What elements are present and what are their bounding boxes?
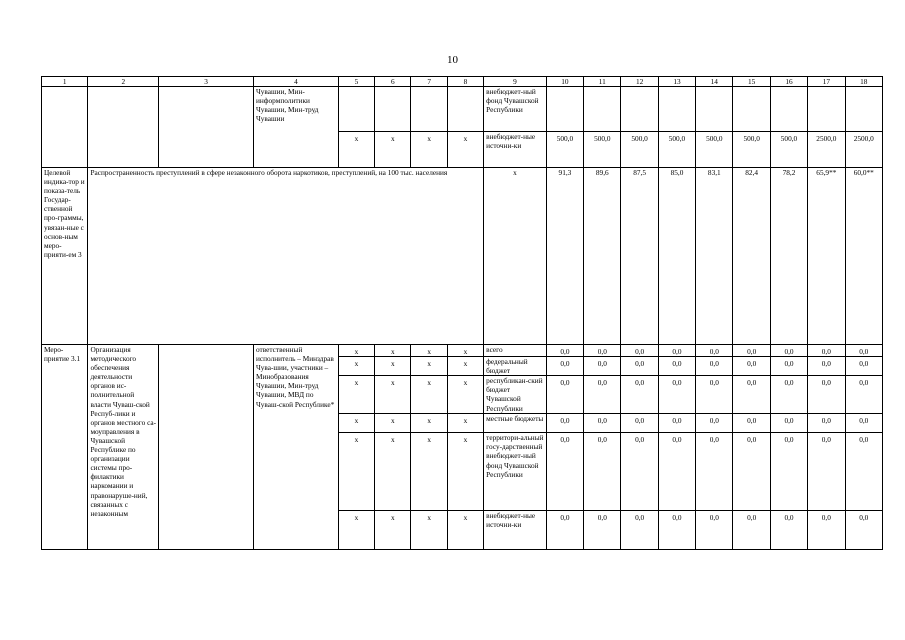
indicator-label: Целевой индика-тор и показа-тель Государ-ственной про-граммы, увязан-ные с основ-ным меро-прияти-ем 3 — [42, 168, 88, 345]
empty-cell — [88, 87, 159, 168]
column-number: 17 — [808, 77, 845, 87]
value-cell: 0,0 — [733, 345, 770, 357]
value-cell: 0,0 — [845, 433, 882, 511]
value-cell: 500,0 — [584, 132, 621, 168]
mark-cell — [447, 87, 483, 132]
value-cell: 500,0 — [658, 132, 695, 168]
mark-cell: x — [411, 511, 447, 550]
column-number: 15 — [733, 77, 770, 87]
value-cell: 0,0 — [808, 433, 845, 511]
column-number: 2 — [88, 77, 159, 87]
value-cell — [621, 87, 658, 132]
mark-cell: x — [375, 433, 411, 511]
value-cell: 0,0 — [770, 414, 807, 433]
value-cell: 0,0 — [584, 511, 621, 550]
activity-description: Организация методического обеспечения деятельности органов ис-полнительной власти Чуваш-ской Респуб-лики и органов местного са-моуправления в Чувашской Республике по организации системы про-филактики наркомании и правонаруше-ний, связанных с незаконным — [88, 345, 159, 550]
value-cell: 0,0 — [658, 433, 695, 511]
value-cell: 0,0 — [845, 414, 882, 433]
table-row — [42, 345, 883, 357]
mark-cell: x — [375, 345, 411, 357]
empty-cell — [159, 87, 254, 168]
value-cell: 0,0 — [770, 376, 807, 414]
column-number: 3 — [159, 77, 254, 87]
value-cell: 0,0 — [621, 357, 658, 376]
mark-cell: x — [338, 357, 374, 376]
mark-cell: x — [338, 511, 374, 550]
value-cell: 2500,0 — [845, 132, 882, 168]
value-cell: 0,0 — [696, 414, 733, 433]
value-cell: 500,0 — [546, 132, 583, 168]
mark-cell: x — [375, 511, 411, 550]
mark-cell: x — [411, 132, 447, 168]
column-number: 1 — [42, 77, 88, 87]
activity-executors: ответственный исполнитель – Минздрав Чува-шии, участники – Минобразования Чувашии, Мин-труд Чувашии, МВД по Чуваш-ской Республике* — [254, 345, 339, 550]
funding-source: внебюджет-ный фонд Чувашской Республики — [484, 87, 547, 132]
mark-cell — [411, 87, 447, 132]
value-cell: 0,0 — [584, 433, 621, 511]
value-cell: 0,0 — [658, 414, 695, 433]
indicator-mark: x — [484, 168, 547, 345]
mark-cell: x — [447, 376, 483, 414]
value-cell — [696, 87, 733, 132]
value-cell: 0,0 — [808, 376, 845, 414]
column-number: 14 — [696, 77, 733, 87]
mark-cell: x — [411, 357, 447, 376]
value-cell — [770, 87, 807, 132]
value-cell: 0,0 — [621, 376, 658, 414]
value-cell: 0,0 — [621, 433, 658, 511]
mark-cell: x — [375, 132, 411, 168]
value-cell: 0,0 — [808, 511, 845, 550]
value-cell: 0,0 — [808, 345, 845, 357]
indicator-value: 89,6 — [584, 168, 621, 345]
value-cell: 0,0 — [621, 511, 658, 550]
value-cell: 0,0 — [770, 345, 807, 357]
column-numbers-row — [42, 77, 883, 87]
value-cell — [845, 87, 882, 132]
value-cell: 0,0 — [621, 345, 658, 357]
indicator-value: 87,5 — [621, 168, 658, 345]
indicator-value: 78,2 — [770, 168, 807, 345]
value-cell: 0,0 — [546, 376, 583, 414]
value-cell: 0,0 — [845, 511, 882, 550]
indicator-value: 83,1 — [696, 168, 733, 345]
mark-cell — [375, 87, 411, 132]
value-cell — [808, 87, 845, 132]
program-table — [41, 76, 883, 550]
value-cell: 0,0 — [546, 511, 583, 550]
value-cell: 0,0 — [696, 345, 733, 357]
value-cell — [584, 87, 621, 132]
executors-cell: Чувашии, Мин-информполитики Чувашии, Мин-труд Чувашии — [254, 87, 339, 168]
mark-cell: x — [375, 414, 411, 433]
table-row — [42, 87, 883, 132]
value-cell: 0,0 — [733, 376, 770, 414]
value-cell: 0,0 — [845, 376, 882, 414]
value-cell: 0,0 — [546, 414, 583, 433]
value-cell: 0,0 — [696, 376, 733, 414]
column-number: 6 — [375, 77, 411, 87]
mark-cell: x — [338, 376, 374, 414]
indicator-row — [42, 168, 883, 345]
funding-source: местные бюджеты — [484, 414, 547, 433]
activity-label: Меро-приятие 3.1 — [42, 345, 88, 550]
value-cell: 0,0 — [770, 433, 807, 511]
mark-cell: x — [447, 357, 483, 376]
column-number: 13 — [658, 77, 695, 87]
mark-cell: x — [447, 345, 483, 357]
value-cell: 0,0 — [733, 433, 770, 511]
value-cell — [658, 87, 695, 132]
column-number: 4 — [254, 77, 339, 87]
mark-cell: x — [411, 414, 447, 433]
indicator-text: Распространенность преступлений в сфере незаконного оборота наркотиков, преступлений, на 100 тыс. населения — [88, 168, 484, 345]
column-number: 5 — [338, 77, 374, 87]
value-cell: 0,0 — [845, 357, 882, 376]
value-cell: 0,0 — [658, 376, 695, 414]
mark-cell: x — [338, 433, 374, 511]
value-cell: 500,0 — [733, 132, 770, 168]
mark-cell: x — [447, 433, 483, 511]
mark-cell — [338, 87, 374, 132]
value-cell: 0,0 — [546, 433, 583, 511]
indicator-value: 60,0** — [845, 168, 882, 345]
indicator-value: 65,9** — [808, 168, 845, 345]
mark-cell: x — [375, 376, 411, 414]
value-cell: 0,0 — [546, 345, 583, 357]
value-cell: 0,0 — [658, 345, 695, 357]
column-number: 11 — [584, 77, 621, 87]
funding-source: республикан-ский бюджет Чувашской Республики — [484, 376, 547, 414]
value-cell: 0,0 — [733, 511, 770, 550]
column-number: 10 — [546, 77, 583, 87]
mark-cell: x — [447, 132, 483, 168]
value-cell: 500,0 — [770, 132, 807, 168]
mark-cell: x — [338, 414, 374, 433]
funding-source: внебюджет-ные источни-ки — [484, 132, 547, 168]
column-number: 8 — [447, 77, 483, 87]
empty-cell — [159, 345, 254, 550]
empty-cell — [42, 87, 88, 168]
value-cell: 0,0 — [584, 345, 621, 357]
indicator-value: 85,0 — [658, 168, 695, 345]
mark-cell: x — [411, 433, 447, 511]
funding-source: территори-альный госу-дарственный внебюджет-ный фонд Чувашской Республики — [484, 433, 547, 511]
value-cell: 0,0 — [845, 345, 882, 357]
column-number: 18 — [845, 77, 882, 87]
funding-source: всего — [484, 345, 547, 357]
mark-cell: x — [447, 511, 483, 550]
column-number: 16 — [770, 77, 807, 87]
value-cell: 0,0 — [584, 414, 621, 433]
value-cell: 500,0 — [696, 132, 733, 168]
value-cell: 0,0 — [621, 414, 658, 433]
mark-cell: x — [375, 357, 411, 376]
value-cell: 500,0 — [621, 132, 658, 168]
value-cell: 0,0 — [658, 357, 695, 376]
funding-source: федеральный бюджет — [484, 357, 547, 376]
value-cell: 0,0 — [658, 511, 695, 550]
value-cell: 0,0 — [733, 414, 770, 433]
value-cell: 0,0 — [733, 357, 770, 376]
mark-cell: x — [338, 132, 374, 168]
value-cell: 0,0 — [696, 357, 733, 376]
value-cell: 0,0 — [770, 511, 807, 550]
indicator-value: 91,3 — [546, 168, 583, 345]
value-cell — [733, 87, 770, 132]
value-cell: 0,0 — [584, 357, 621, 376]
value-cell: 0,0 — [808, 357, 845, 376]
mark-cell: x — [411, 376, 447, 414]
column-number: 9 — [484, 77, 547, 87]
page-number: 10 — [447, 54, 458, 66]
column-number: 12 — [621, 77, 658, 87]
column-number: 7 — [411, 77, 447, 87]
value-cell: 0,0 — [546, 357, 583, 376]
mark-cell: x — [338, 345, 374, 357]
mark-cell: x — [447, 414, 483, 433]
value-cell: 0,0 — [696, 433, 733, 511]
value-cell: 0,0 — [770, 357, 807, 376]
value-cell: 0,0 — [584, 376, 621, 414]
value-cell: 2500,0 — [808, 132, 845, 168]
mark-cell: x — [411, 345, 447, 357]
funding-source: внебюджет-ные источни-ки — [484, 511, 547, 550]
value-cell — [546, 87, 583, 132]
value-cell: 0,0 — [696, 511, 733, 550]
value-cell: 0,0 — [808, 414, 845, 433]
indicator-value: 82,4 — [733, 168, 770, 345]
